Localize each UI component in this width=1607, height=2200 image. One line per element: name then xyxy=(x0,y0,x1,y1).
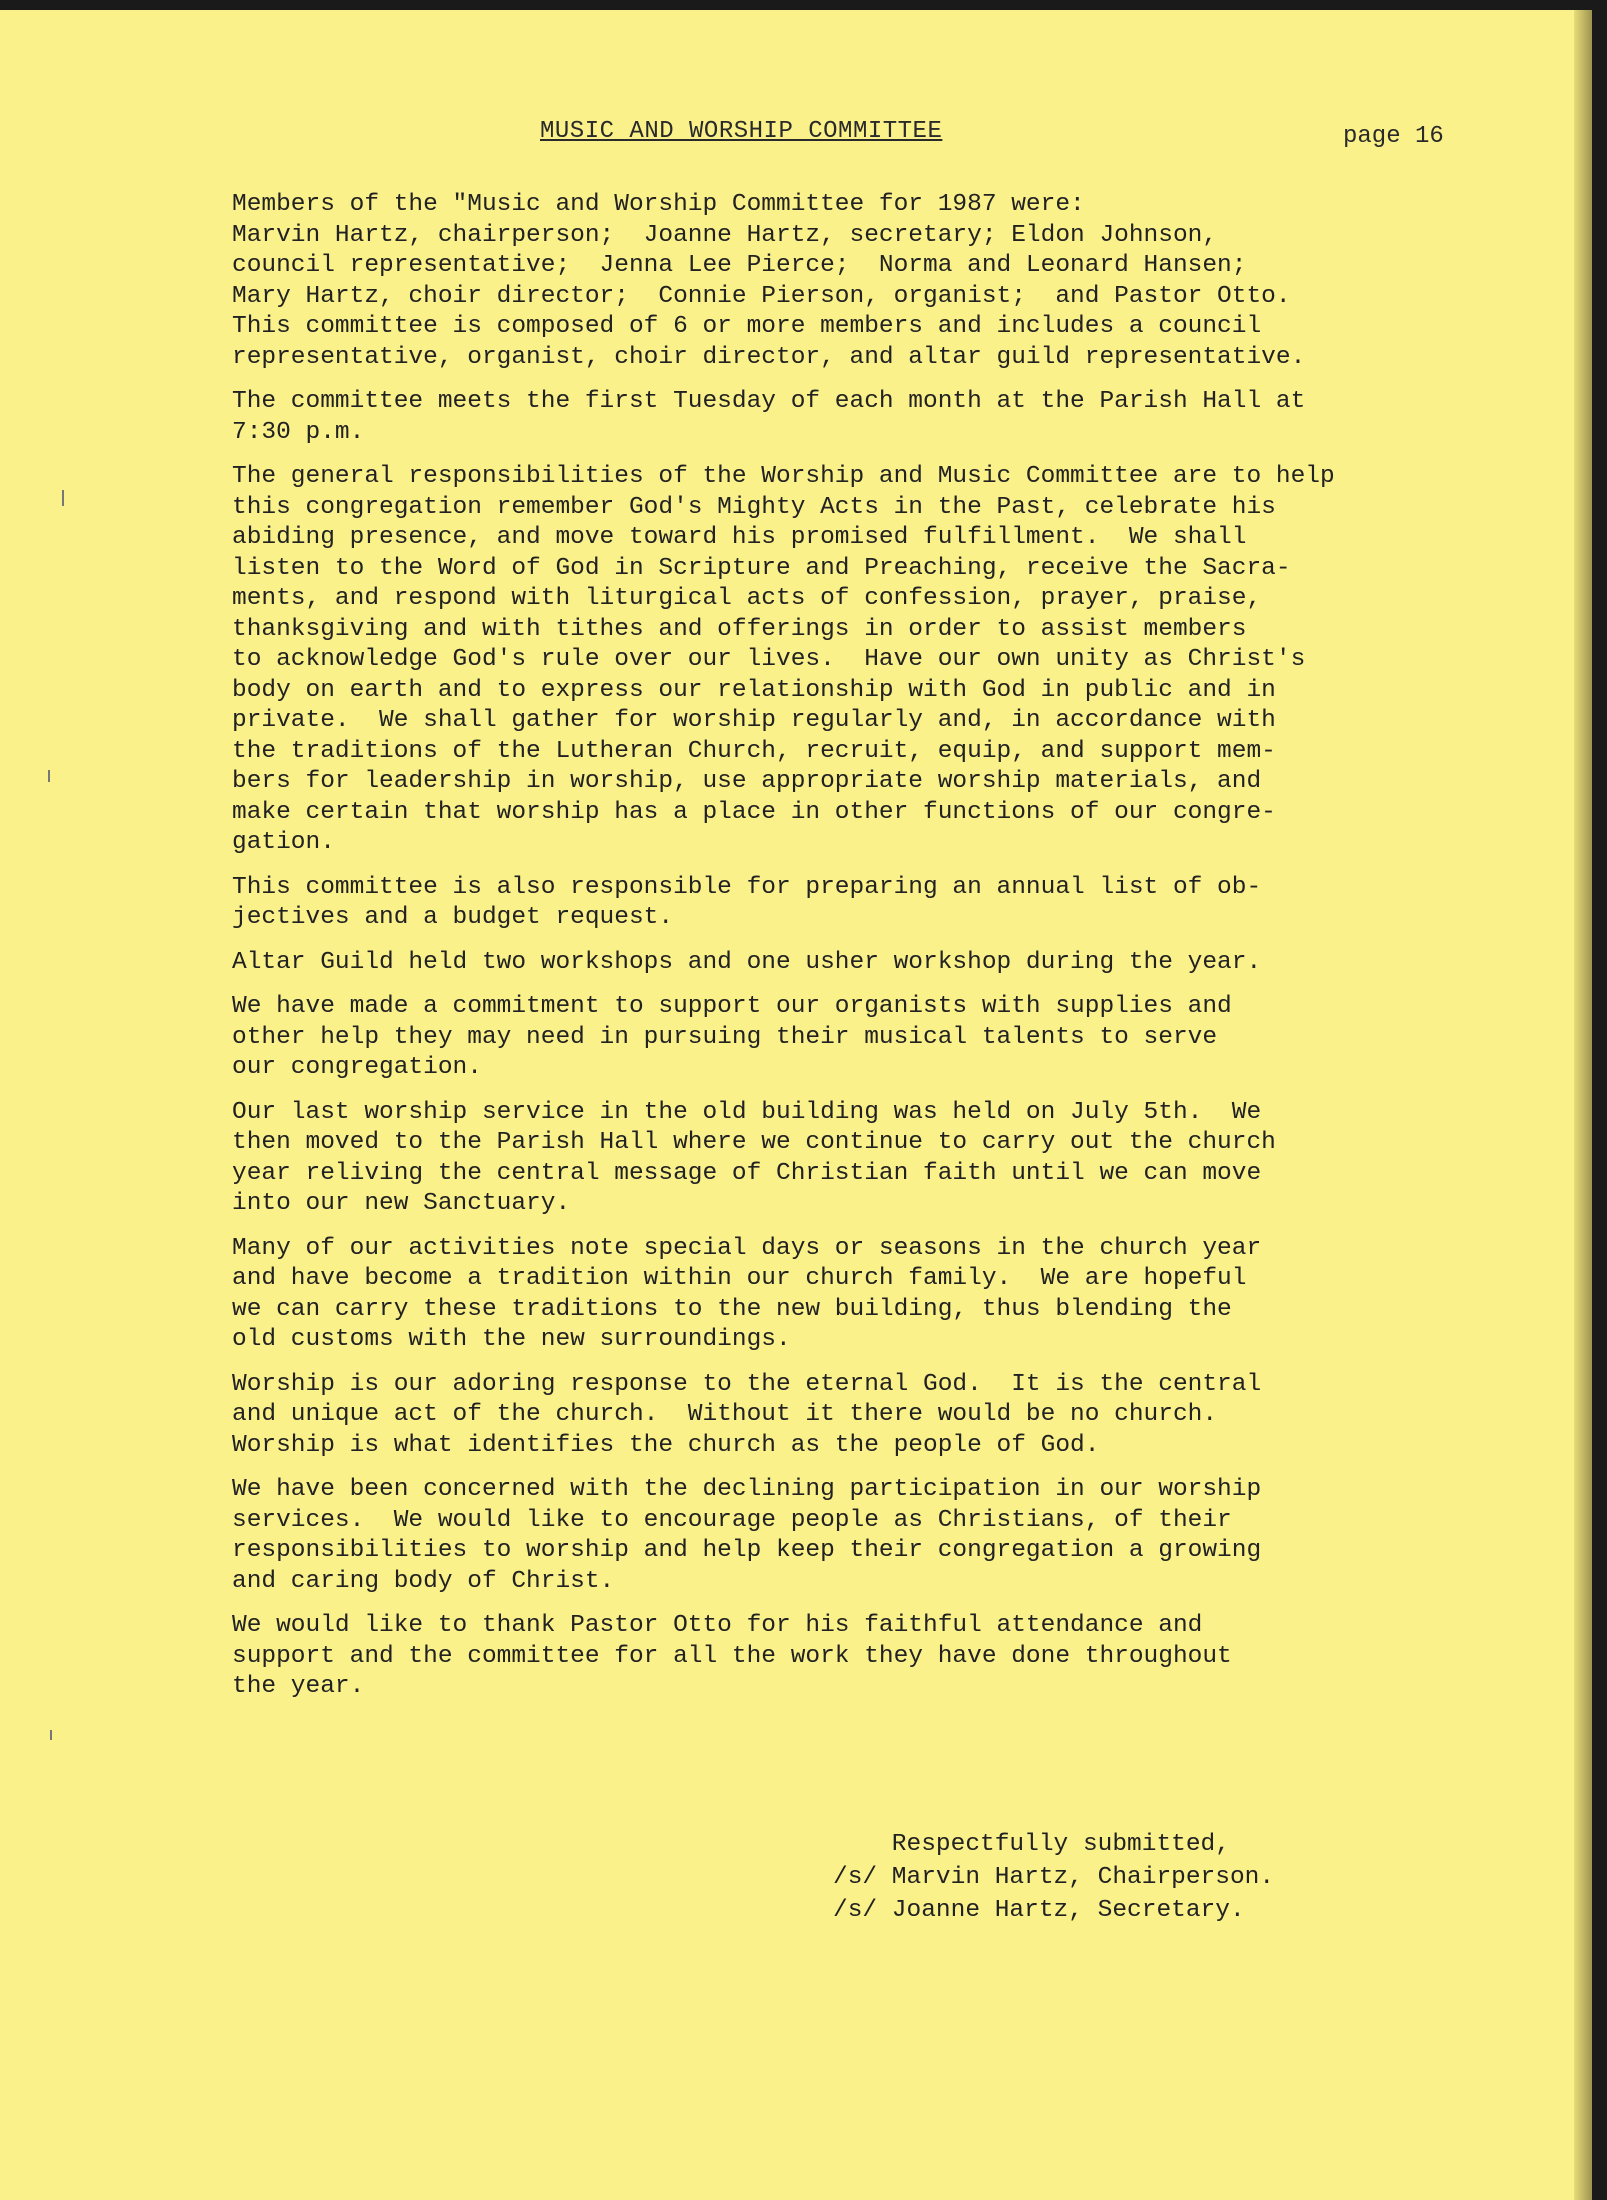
paragraph-meetings xyxy=(232,387,1482,448)
text-line: then moved to the Parish Hall where we continue to carry out the church xyxy=(232,1129,1276,1156)
signature-line: /s/ Marvin Hartz, Chairperson. xyxy=(833,1864,1275,1891)
text-line: 7:30 p.m. xyxy=(232,418,365,446)
text-line: support and the committee for all the work they have done throughout xyxy=(232,1642,1232,1670)
paragraph-altar-guild xyxy=(232,948,1482,979)
text-line: thanksgiving and with tithes and offerings in order to assist members xyxy=(232,615,1247,643)
text-line: year reliving the central message of Christian faith until we can move xyxy=(232,1159,1262,1187)
signature-line: Respectfully submitted, xyxy=(833,1831,1230,1858)
margin-mark xyxy=(62,490,64,506)
text-line: the traditions of the Lutheran Church, recruit, equip, and support mem- xyxy=(232,737,1276,765)
text-line: The general responsibilities of the Worship and Music Committee are to help xyxy=(232,463,1335,490)
text-line: Many of our activities note special days or seasons in the church year xyxy=(232,1234,1262,1262)
text-line: responsibilities to worship and help keep their congregation a growing xyxy=(232,1537,1262,1564)
page-title: MUSIC AND WORSHIP COMMITTEE xyxy=(540,118,943,145)
text-line: and caring body of Christ. xyxy=(232,1567,615,1595)
margin-mark xyxy=(48,770,50,782)
text-line: old customs with the new surroundings. xyxy=(232,1326,791,1353)
signature-block xyxy=(833,1828,1274,1927)
text-line: into our new Sanctuary. xyxy=(232,1190,571,1217)
page-edge-shadow xyxy=(1574,10,1592,2200)
text-line: We would like to thank Pastor Otto for his faithful attendance and xyxy=(232,1612,1203,1639)
paragraph-thanks xyxy=(232,1611,1482,1703)
text-line: Our last worship service in the old building was held on July 5th. We xyxy=(232,1098,1262,1126)
text-line: the year. xyxy=(232,1673,365,1700)
text-line: other help they may need in pursuing their musical talents to serve xyxy=(232,1023,1218,1051)
text-line: this congregation remember God's Mighty Acts in the Past, celebrate his xyxy=(232,493,1276,521)
text-line: to acknowledge God's rule over our lives. Have our own unity as Christ's xyxy=(232,646,1306,673)
text-line: The committee meets the first Tuesday of each month at the Parish Hall at xyxy=(232,388,1306,415)
text-line: and have become a tradition within our church family. We are hopeful xyxy=(232,1265,1247,1292)
text-line: This committee is composed of 6 or more members and includes a council xyxy=(232,313,1262,340)
text-line: representative, organist, choir director, and altar guild representative. xyxy=(232,343,1306,371)
text-line: gation. xyxy=(232,829,335,856)
text-line: council representative; Jenna Lee Pierce; Norma and Leonard Hansen; xyxy=(232,252,1247,279)
text-line: Altar Guild held two workshops and one usher workshop during the year. xyxy=(232,948,1262,976)
paragraph-responsibilities xyxy=(232,462,1482,859)
text-line: ments, and respond with liturgical acts of confession, prayer, praise, xyxy=(232,585,1262,612)
text-line: Members of the "Music and Worship Committee for 1987 were: xyxy=(232,191,1085,218)
paragraph-members xyxy=(232,190,1482,373)
text-line: we can carry these traditions to the new building, thus blending the xyxy=(232,1295,1232,1323)
text-line: jectives and a budget request. xyxy=(232,904,674,931)
text-line: body on earth and to express our relationship with God in public and in xyxy=(232,676,1276,704)
text-line: Mary Hartz, choir director; Connie Pierson, organist; and Pastor Otto. xyxy=(232,282,1291,310)
text-line: abiding presence, and move toward his promised fulfillment. We shall xyxy=(232,524,1247,551)
text-line: Marvin Hartz, chairperson; Joanne Hartz, secretary; Eldon Johnson, xyxy=(232,221,1218,249)
paragraph-organists xyxy=(232,992,1482,1084)
paragraph-worship xyxy=(232,1370,1482,1462)
text-line: Worship is what identifies the church as the people of God. xyxy=(232,1431,1100,1459)
signature-line: /s/ Joanne Hartz, Secretary. xyxy=(833,1897,1245,1924)
paragraph-objectives xyxy=(232,873,1482,934)
margin-mark xyxy=(50,1730,52,1740)
page-number: page 16 xyxy=(1343,123,1444,150)
text-line: We have been concerned with the declining participation in our worship xyxy=(232,1476,1262,1503)
text-line: bers for leadership in worship, use appropriate worship materials, and xyxy=(232,768,1262,795)
text-line: our congregation. xyxy=(232,1054,482,1081)
document-page xyxy=(0,10,1592,2200)
report-body xyxy=(232,190,1482,1717)
text-line: We have made a commitment to support our organists with supplies and xyxy=(232,993,1232,1020)
text-line: This committee is also responsible for preparing an annual list of ob- xyxy=(232,873,1262,901)
text-line: listen to the Word of God in Scripture and Preaching, receive the Sacra- xyxy=(232,554,1291,582)
text-line: and unique act of the church. Without it there would be no church. xyxy=(232,1401,1218,1428)
paragraph-traditions xyxy=(232,1234,1482,1356)
text-line: private. We shall gather for worship regularly and, in accordance with xyxy=(232,707,1276,734)
text-line: Worship is our adoring response to the eternal God. It is the central xyxy=(232,1370,1262,1398)
text-line: services. We would like to encourage people as Christians, of their xyxy=(232,1506,1232,1534)
paragraph-last-service xyxy=(232,1098,1482,1220)
paragraph-participation xyxy=(232,1475,1482,1597)
text-line: make certain that worship has a place in other functions of our congre- xyxy=(232,798,1276,826)
